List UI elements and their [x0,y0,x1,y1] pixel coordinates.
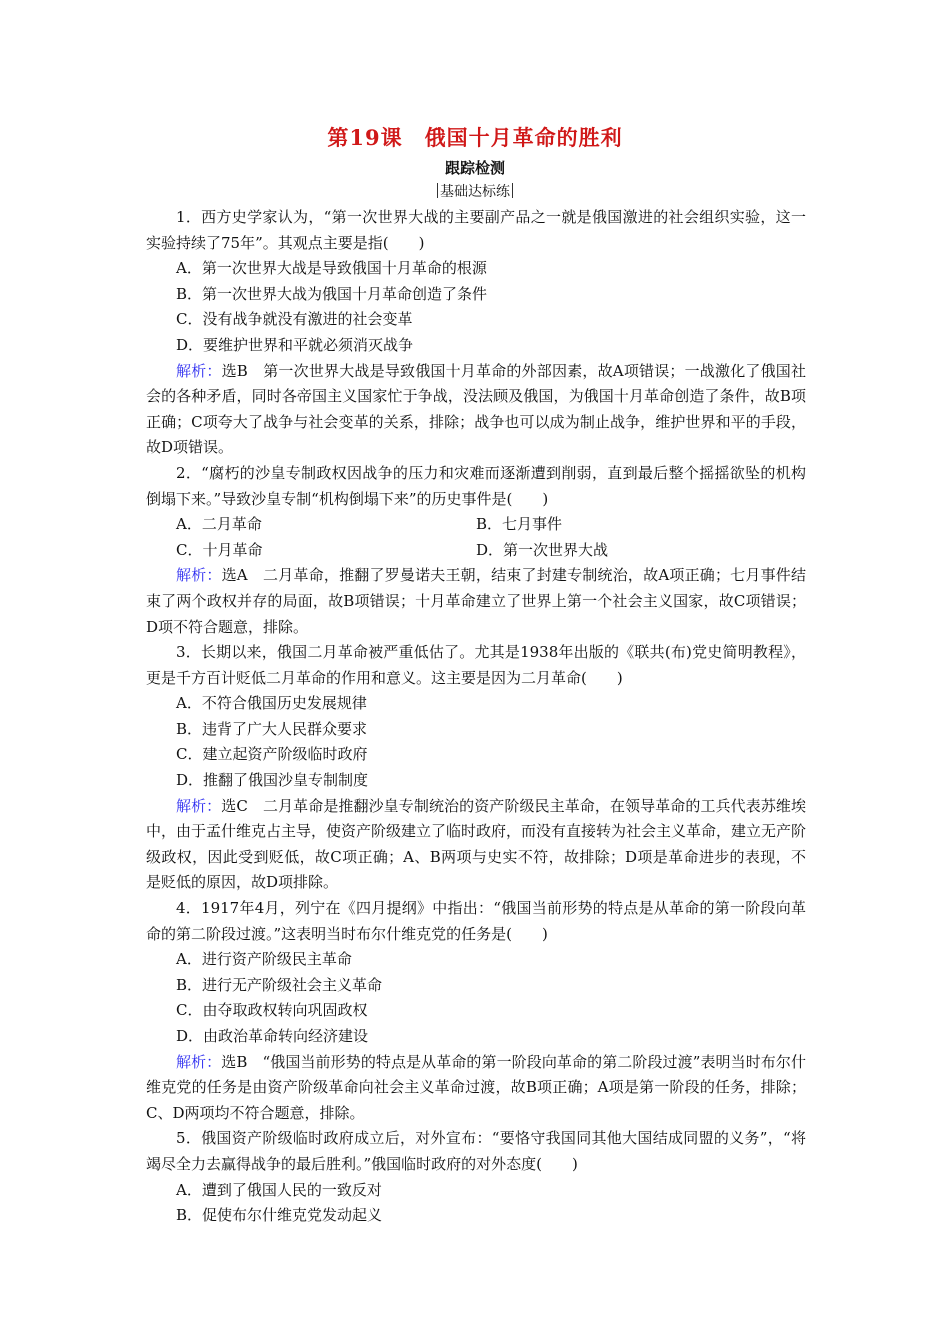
analysis-4 [146,1050,806,1127]
question-list [146,205,806,1229]
question-stem-4: 4．1917年4月，列宁在《四月提纲》中指出：“俄国当前形势的特点是从革命的第一阶段向革命的第二阶段过渡。”这表明当时布尔什维克党的任务是( ) [146,899,806,943]
analysis-text: 选A 二月革命，推翻了罗曼诺夫王朝，结束了封建专制统治，故A项正确；七月事件结束了两个政权并存的局面，故B项错误；十月革命建立了世界上第一个社会主义国家，故C项错误；D项不符合题意，排除。 [146,566,806,636]
analysis-label: 解析： [176,1052,222,1071]
option-3a: A．不符合俄国历史发展规律 [176,694,367,713]
option-2a: A．二月革命 [176,515,262,534]
option-1a: A．第一次世界大战是导致俄国十月革命的根源 [176,259,487,278]
question-stem-3: 3．长期以来，俄国二月革命被严重低估了。尤其是1938年出版的《联共(布)党史简明教程》，更是千方百计贬低二月革命的作用和意义。这主要是因为二月革命( ) [146,643,806,687]
section-bar-left [437,183,438,198]
analysis-2 [146,563,806,640]
option-row [146,512,806,538]
option-5b: B．促使布尔什维克党发动起义 [176,1206,383,1225]
analysis-label: 解析： [176,566,222,585]
option-3d: D．推翻了俄国沙皇专制制度 [176,771,369,790]
option-row [146,538,806,564]
option-2b: B．七月事件 [476,515,563,534]
question-stem-2: 2．“腐朽的沙皇专制政权因战争的压力和灾难而逐渐遭到削弱，直到最后整个摇摇欲坠的机构倒塌下来。”导致沙皇专制“机构倒塌下来”的历史事件是( ) [146,463,806,508]
section-label: 基础达标练 [440,184,510,200]
section-bar-right [512,183,513,198]
option-5a: A．遭到了俄国人民的一致反对 [176,1180,382,1199]
option-4b: B．进行无产阶级社会主义革命 [176,975,383,994]
option-3b: B．违背了广大人民群众要求 [176,719,368,738]
option-4d: D．由政治革命转向经济建设 [176,1027,369,1045]
analysis-1 [146,359,806,461]
analysis-text: 选B “俄国当前形势的特点是从革命的第一阶段向革命的第二阶段过渡”表明当时布尔什维克党的任务是由资产阶级革命向社会主义革命过渡，故B项正确；A项是第一阶段的任务，排除；C、D两项均不符合题意，排除。 [146,1052,806,1122]
option-1c: C．没有战争就没有激进的社会变革 [176,310,413,329]
option-2d: D．第一次世界大战 [476,540,609,559]
analysis-label: 解析： [176,361,222,380]
analysis-label: 解析： [176,796,222,815]
option-1d: D．要维护世界和平就必须消灭战争 [176,335,414,354]
page-subtitle: 跟踪检测 [444,159,505,177]
option-4a: A．进行资产阶级民主革命 [176,950,352,969]
option-2c: C．十月革命 [176,540,263,559]
option-3c: C．建立起资产阶级临时政府 [176,745,368,764]
section-heading [0,181,950,201]
option-1b: B．第一次世界大战为俄国十月革命创造了条件 [176,284,488,303]
lesson-title: 俄国十月革命的胜利 [424,125,623,150]
option-4c: C．由夺取政权转向巩固政权 [176,1001,368,1020]
page-title [0,122,950,152]
analysis-3 [146,794,806,896]
question-stem-5: 5．俄国资产阶级临时政府成立后，对外宣布：“要恪守我国同其他大国结成同盟的义务”，“将竭尽全力去赢得战争的最后胜利。”俄国临时政府的对外态度( ) [146,1129,806,1173]
question-stem-1: 1．西方史学家认为，“第一次世界大战的主要副产品之一就是俄国激进的社会组织实验，这一实验持续了75年”。其观点主要是指( ) [146,208,806,252]
analysis-text: 选C 二月革命是推翻沙皇专制统治的资产阶级民主革命，在领导革命的工兵代表苏维埃中，由于孟什维克占主导，使资产阶级建立了临时政府，而没有直接转为社会主义革命，建立无产阶级政权，因此受到贬低，故C项正确；A、B两项与史实不符，故排除；D项是革命进步的表现，不是贬低的原因，故D项排除。 [146,796,807,892]
lesson-number: 第19课 [327,125,403,150]
analysis-text: 选B 第一次世界大战是导致俄国十月革命的外部因素，故A项错误；一战激化了俄国社会的各种矛盾，同时各帝国主义国家忙于争战，没法顾及俄国，为俄国十月革命创造了条件，故B项正确；C项夸大了战争与社会变革的关系，排除；战争也可以成为制止战争，维护世界和平的手段，故D项错误。 [146,361,806,457]
